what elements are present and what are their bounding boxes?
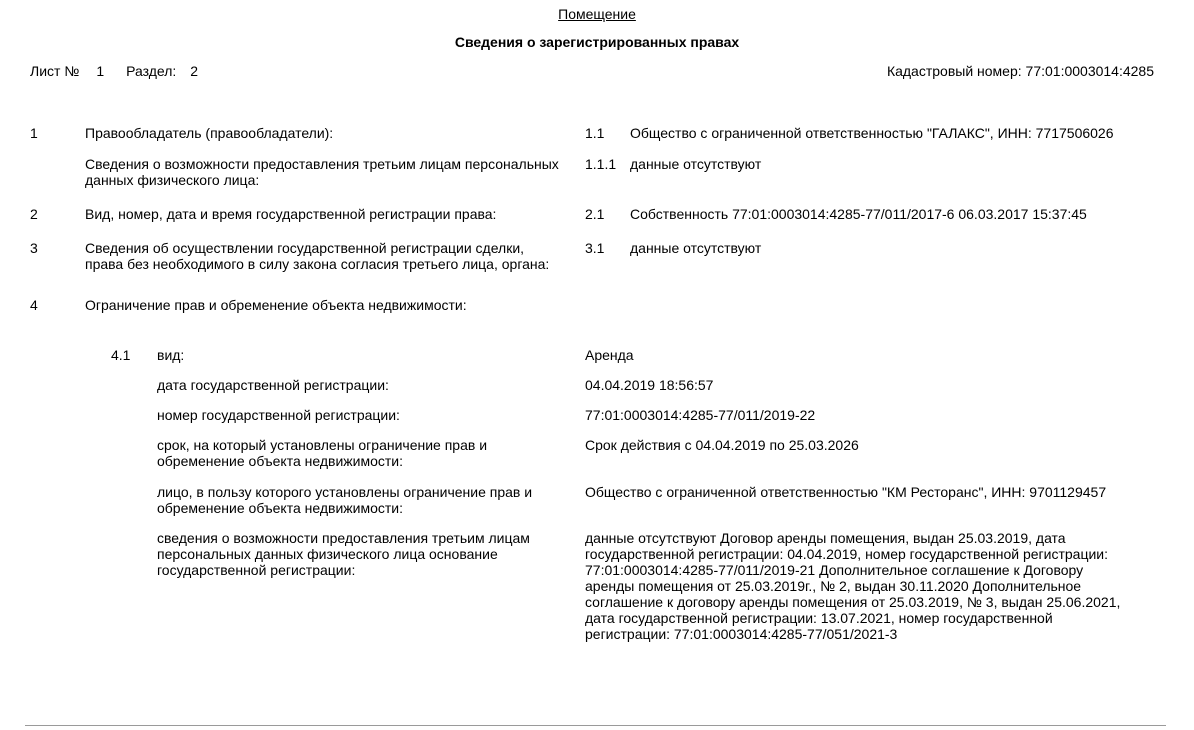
row-value: данные отсутствуют (630, 240, 762, 256)
subsection-row (111, 437, 1164, 469)
sheet-section-info (30, 63, 198, 79)
document-meta-row (30, 63, 1164, 79)
row-value: данные отсутствуют Договор аренды помещения, выдан 25.03.2019, дата государственной регистрации: 04.04.2019, номер государственной регистрации: 77:01:0003014:4285-77/011/2019-21 Дополнительное соглашение к Договору аренды помещения от 25.03.2019г., № 2, выдан 30.11.2020 Дополнительное соглашение к договору аренды помещения от 25.03.2019, № 3, выдан 25.06.2021, дата государственной регистрации: 13.07.2021, номер государственной регистрации: 77:01:0003014:4285-77/051/2021-3 (585, 530, 1121, 642)
row-value: 04.04.2019 18:56:57 (585, 377, 714, 393)
row-number: 3 (30, 240, 38, 256)
row-label: номер государственной регистрации: (157, 407, 400, 423)
row-label: сведения о возможности предоставления третьим лицам персональных данных физического лица основание государственной регистрации: (157, 530, 530, 578)
table-row (30, 125, 1164, 141)
row-label: срок, на который установлены ограничение прав и обременение объекта недвижимости: (157, 437, 488, 469)
table-row (30, 206, 1164, 222)
row-label: Сведения о возможности предоставления третьим лицам персональных данных физического лица: (85, 156, 559, 188)
row-value: Собственность 77:01:0003014:4285-77/011/2017-6 06.03.2017 15:37:45 (630, 206, 1087, 222)
row-subnumber: 1.1 (585, 125, 605, 141)
row-value: Срок действия с 04.04.2019 по 25.03.2026 (585, 437, 859, 453)
section-label: Раздел: (126, 63, 177, 79)
row-value: Аренда (585, 347, 634, 363)
subsection-number: 4.1 (111, 347, 131, 363)
subsection-row (111, 530, 1164, 642)
row-value: Общество с ограниченной ответственностью "КМ Ресторанс", ИНН: 9701129457 (585, 484, 1107, 500)
cadastral-info (887, 63, 1164, 79)
sheet-number: 1 (96, 63, 105, 79)
row-label: лицо, в пользу которого установлены ограничение прав и обременение объекта недвижимости: (157, 484, 533, 516)
row-label: дата государственной регистрации: (157, 377, 389, 393)
row-value: данные отсутствуют (630, 156, 762, 172)
subsection-row (111, 484, 1164, 516)
page-title: Помещение (558, 6, 636, 22)
row-value: Общество с ограниченной ответственностью "ГАЛАКС", ИНН: 7717506026 (630, 125, 1114, 141)
subsection-row (111, 377, 1164, 393)
table-row (30, 297, 1164, 313)
row-label: Правообладатель (правообладатели): (85, 125, 334, 141)
subsection-row (111, 407, 1164, 423)
row-subnumber: 2.1 (585, 206, 605, 222)
sheet-label: Лист № (30, 63, 80, 79)
row-value: 77:01:0003014:4285-77/011/2019-22 (585, 407, 816, 423)
table-row (30, 156, 1164, 188)
cadastral-number: 77:01:0003014:4285 (1025, 63, 1154, 79)
row-label: Сведения об осуществлении государственной регистрации сделки, права без необходимого в силу закона согласия третьего лица, органа: (85, 240, 550, 272)
row-label: Ограничение прав и обременение объекта недвижимости: (85, 297, 467, 313)
subsection-row (111, 347, 1164, 363)
section-number: 2 (190, 63, 199, 79)
cadastral-label: Кадастровый номер: (886, 63, 1022, 79)
footer-divider (25, 725, 1166, 726)
section-title: Сведения о зарегистрированных правах (454, 34, 740, 50)
row-number: 4 (30, 297, 38, 313)
table-row (30, 240, 1164, 272)
row-number: 1 (30, 125, 38, 141)
row-subnumber: 1.1.1 (585, 156, 617, 172)
row-label: Вид, номер, дата и время государственной регистрации права: (85, 206, 497, 222)
row-number: 2 (30, 206, 38, 222)
row-label: вид: (157, 347, 185, 363)
row-subnumber: 3.1 (585, 240, 605, 256)
